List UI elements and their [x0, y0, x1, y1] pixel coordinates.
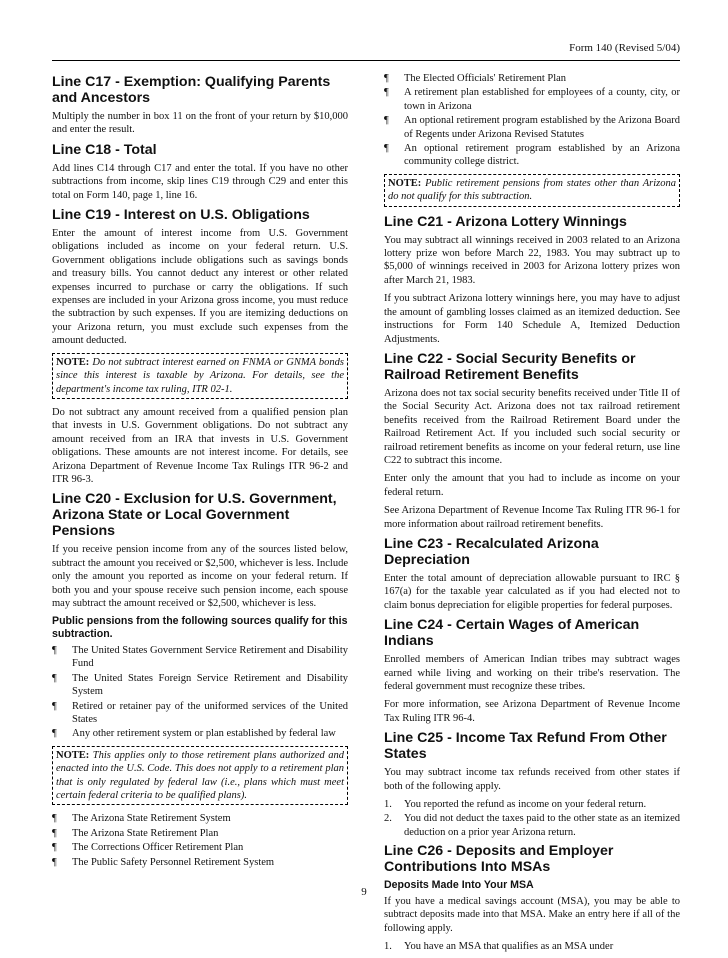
msa-conditions-list	[384, 940, 680, 953]
state-pension-list	[52, 812, 348, 869]
line-c23-text: Enter the total amount of depreciation allowable pursuant to IRC § 167(a) for the taxable year calculated as if you had elected not to claim bonus depreciation for eligible properties for federal purposes.	[384, 572, 680, 611]
note-text: Do not subtract interest earned on FNMA or GNMA bonds since this interest is taxable by Arizona. For details, see the department's income tax ruling, ITR 02-1.	[56, 356, 344, 395]
list-item: ¶ An optional retirement program established by the Arizona Board of Regents under Arizona Revised Statutes	[384, 115, 680, 140]
line-c19-text: Enter the amount of interest income from U.S. Government obligations included as income on your federal return. U.S. Government obligations include obligations such as savings bonds and treasury bills. You cannot deduct any interest or other related expenses incurred to purchase or carry the obligations. If such expenses are included in your Arizona gross income, you must reduce the subtraction by such expenses. If you are itemizing deductions on your Arizona return, you must exclude such expenses from the amount deducted.	[52, 228, 348, 347]
note-label: NOTE:	[56, 356, 90, 368]
line-c22-text: Arizona does not tax social security benefits received under Title II of the Social Security Act. Arizona does not tax railroad retirement benefits received from the Railroad Retirement Board under the Railroad Retirement Act. If you included such social security or railroad retirement benefits as income on your federal return, use line C22 to subtract this income.	[384, 387, 680, 466]
line-c19-text-2: Do not subtract any amount received from a qualified pension plan that invests in U.S. Government obligations. Do not subtract any amount received from an IRA that invests in U.S. Government obligations. These amounts are not interest income. For details, see Arizona Department of Revenue Income Tax Rulings ITR 96-2 and ITR 96-3.	[52, 406, 348, 485]
refund-conditions-list	[384, 798, 680, 839]
line-c20-subheading: Public pensions from the following sources qualify for this subtraction.	[52, 615, 348, 641]
note-us-code	[52, 746, 348, 806]
line-c24-text: Enrolled members of American Indian tribes may subtract wages earned while living and working on their tribe's reservation. The federal government must recognize these tribes.	[384, 654, 680, 692]
federal-pension-list	[52, 644, 348, 741]
line-c21-heading: Line C21 - Arizona Lottery Winnings	[384, 213, 627, 230]
form-revision: Form 140 (Revised 5/04)	[569, 42, 680, 54]
line-c26-text: If you have a medical savings account (MSA), you may be able to subtract deposits made into that MSA. Make an entry here if all of the following apply.	[384, 896, 680, 934]
pilcrow-icon: ¶	[52, 827, 57, 839]
arizona-pension-list	[384, 72, 680, 169]
note-fnma	[52, 353, 348, 399]
note-text: Public retirement pensions from states other than Arizona do not qualify for this subtraction.	[388, 177, 676, 203]
line-c17-heading: Line C17 - Exemption: Qualifying Parents and Ancestors	[52, 74, 331, 106]
note-text: This applies only to those retirement plans authorized and enacted into the U.S. Code. This does not apply to a retirement plan that is only regulated by federal law (i.e., plans which must meet certain federal criteria to be qualified plans).	[56, 749, 345, 802]
left-column	[52, 70, 348, 874]
line-c26-heading: Line C26 - Deposits and Employer Contributions Into MSAs	[384, 843, 614, 876]
page-number: 9	[361, 886, 367, 898]
line-c22-heading: Line C22 - Social Security Benefits or Railroad Retirement Benefits	[384, 350, 636, 383]
list-item: 2. You did not deduct the taxes paid to the other state as an itemized deduction on a prior year Arizona return.	[384, 813, 680, 838]
line-c17-text: Multiply the number in box 11 on the front of your return by $10,000 and enter the result.	[52, 111, 348, 136]
line-c24-text-2: For more information, see Arizona Department of Revenue Income Tax Ruling ITR 96-4.	[384, 699, 680, 724]
list-item: ¶ The Arizona State Retirement System	[52, 813, 231, 825]
list-item: ¶ A retirement plan established for employees of a county, city, or town in Arizona	[384, 87, 680, 112]
pilcrow-icon: ¶	[52, 672, 57, 684]
line-c21-text-2: If you subtract Arizona lottery winnings here, you may have to adjust the amount of gambling losses claimed as an itemized deduction. See instructions for Form 140 Schedule A, Itemized Deduction Adjustments.	[384, 293, 680, 345]
list-item: ¶ Any other retirement system or plan established by federal law	[52, 728, 336, 740]
list-item: ¶ An optional retirement program established by an Arizona community college district.	[384, 143, 680, 168]
pilcrow-icon: ¶	[52, 813, 57, 825]
line-c18-text: Add lines C14 through C17 and enter the total. If you have no other subtractions from income, skip lines C19 through C29 and enter this total on Form 140, page 1, line 16.	[52, 162, 348, 201]
pilcrow-icon: ¶	[52, 644, 57, 656]
line-c20-heading: Line C20 - Exclusion for U.S. Government, Arizona State or Local Government Pensions	[52, 491, 337, 540]
line-c22-text-3: See Arizona Department of Revenue Income Tax Ruling ITR 96-1 for more information about railroad retirement benefits.	[384, 505, 680, 530]
pilcrow-icon: ¶	[52, 728, 57, 740]
line-c25-text: You may subtract income tax refunds received from other states if both of the following apply.	[384, 767, 680, 792]
line-c26-subheading: Deposits Made Into Your MSA	[384, 879, 534, 892]
list-item: ¶ The Public Safety Personnel Retirement System	[52, 856, 275, 868]
line-c21-text: You may subtract all winnings received in 2003 related to an Arizona lottery prize won before March 22, 1983. You may subtract up to $5,000 of winnings received in 2003 for Arizona lottery prizes won after March 21, 1983.	[384, 234, 680, 286]
line-c23-heading: Line C23 - Recalculated Arizona Depreciation	[384, 535, 599, 568]
page-header	[52, 42, 680, 61]
list-item: ¶ The Arizona State Retirement Plan	[52, 827, 219, 839]
list-item: ¶ The United States Foreign Service Retirement and Disability System	[52, 672, 348, 698]
pilcrow-icon: ¶	[52, 856, 57, 868]
pilcrow-icon: ¶	[384, 73, 389, 84]
list-item: ¶ The United States Government Service Retirement and Disability Fund	[52, 644, 348, 670]
right-column	[384, 70, 680, 958]
list-item: 1. You have an MSA that qualifies as an MSA under	[384, 941, 614, 953]
line-c20-text: If you receive pension income from any of the sources listed below, subtract the amount you received or $2,500, whichever is less. Include only the amount you reported as income on your federal return. If both you and your spouse receive such pension income, each spouse may subtract the amount received or $2,500, whichever is less.	[52, 544, 348, 609]
list-item: ¶ The Corrections Officer Retirement Plan	[52, 842, 244, 854]
list-item: ¶ The Elected Officials' Retirement Plan	[384, 73, 567, 84]
line-c22-text-2: Enter only the amount that you had to include as income on your federal return.	[384, 473, 680, 498]
pilcrow-icon: ¶	[384, 115, 389, 127]
pilcrow-icon: ¶	[384, 87, 389, 99]
pilcrow-icon: ¶	[52, 842, 57, 854]
note-label: NOTE:	[388, 177, 422, 189]
line-c24-heading: Line C24 - Certain Wages of American Indians	[384, 617, 640, 650]
pilcrow-icon: ¶	[52, 700, 57, 712]
list-item: ¶ Retired or retainer pay of the uniformed services of the United States	[52, 700, 348, 725]
line-c18-heading: Line C18 - Total	[52, 141, 157, 158]
note-label: NOTE:	[56, 749, 90, 761]
pilcrow-icon: ¶	[384, 143, 389, 155]
line-c25-heading: Line C25 - Income Tax Refund From Other States	[384, 730, 667, 763]
line-c19-heading: Line C19 - Interest on U.S. Obligations	[52, 207, 310, 224]
list-item: 1. You reported the refund as income on your federal return.	[384, 799, 647, 811]
note-other-states	[384, 174, 680, 207]
